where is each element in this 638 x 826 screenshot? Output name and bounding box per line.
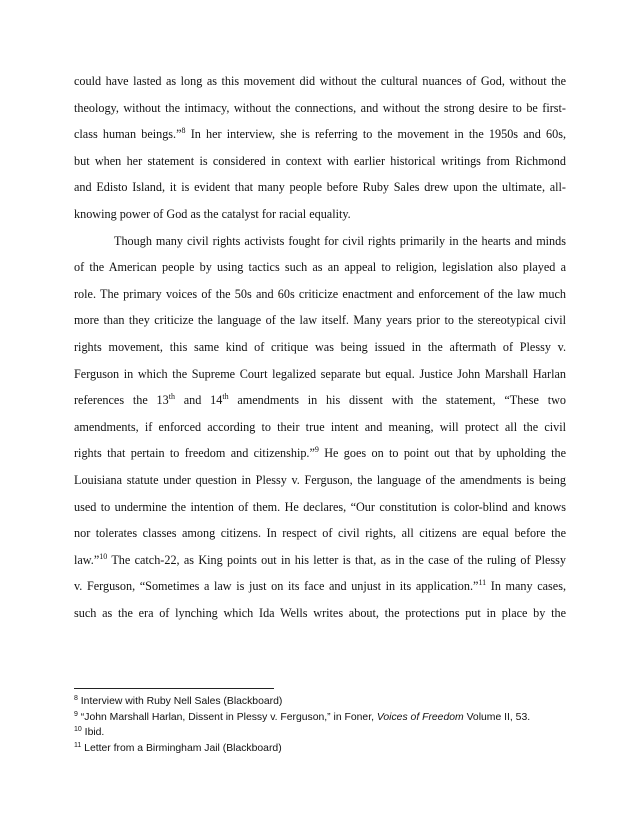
text-segment: knowing power of God as the catalyst for racial equality. (74, 206, 351, 221)
footnote (74, 710, 566, 726)
text-line (74, 440, 566, 467)
text-segment: but when her statement is considered in context with earlier historical writings from Richmond (74, 153, 566, 168)
text-line (74, 307, 566, 334)
text-line (74, 201, 566, 228)
text-line (74, 520, 566, 547)
text-segment: and 14 (174, 393, 223, 408)
text-segment: v. Ferguson, “Sometimes a law is just on its face and unjust in its application.” (74, 579, 479, 594)
text-line (74, 494, 566, 521)
footnote-number: 9 (74, 710, 78, 718)
text-segment: role. The primary voices of the 50s and 60s criticize enactment and enforcement of the law much (74, 286, 566, 301)
text-segment: law.” (74, 552, 100, 567)
text-segment: theology, without the intimacy, without the connections, and without the strong desire to be first- (74, 100, 566, 115)
text-segment: could have lasted as long as this movement did without the cultural nuances of God, without the (74, 74, 566, 88)
footnote-number: 11 (74, 741, 82, 749)
text-line (74, 467, 566, 494)
text-line (74, 174, 566, 201)
text-line (74, 254, 566, 281)
text-segment: used to undermine the intention of them. He declares, “Our constitution is color-blind and knows (74, 499, 566, 514)
footnote-text: Interview with Ruby Nell Sales (Blackboard) (77, 696, 283, 707)
footnote (74, 694, 566, 710)
text-line (74, 148, 566, 175)
footnote-text: Ibid. (81, 727, 105, 738)
text-segment: amendments in his dissent with the statement, “These two (228, 393, 566, 408)
text-line (74, 573, 566, 600)
text-line (74, 361, 566, 388)
footnote-ref[interactable]: 9 (314, 445, 319, 455)
text-line (74, 547, 566, 574)
footnotes (74, 694, 566, 756)
footnote-text: Letter from a Birmingham Jail (Blackboard) (81, 742, 282, 754)
footnote-number: 10 (74, 726, 82, 733)
text-segment: Ferguson in which the Supreme Court legalized separate but equal. Justice John Marshall Harlan (74, 366, 566, 381)
text-segment: In her interview, she is referring to the movement in the 1950s and 60s, (185, 127, 566, 142)
text-line (74, 121, 566, 148)
text-segment: Though many civil rights activists fought for civil rights primarily in the hearts and minds (114, 233, 566, 248)
text-segment: amendments, if enforced according to their true intent and meaning, will protect all the civil (74, 419, 566, 434)
text-segment: more than they criticize the language of the law itself. Many years prior to the stereotypical civil (74, 313, 566, 328)
footnote-ref[interactable]: 10 (99, 551, 108, 561)
footnote-ref[interactable]: 8 (181, 126, 186, 136)
text-segment: such as the era of lynching which Ida Wells writes about, the protections put in place by the (74, 605, 566, 620)
text-segment: rights that pertain to freedom and citizenship.” (74, 446, 315, 461)
footnote-ref[interactable]: 11 (478, 578, 487, 588)
text-line (74, 414, 566, 441)
text-segment: nor tolerates classes among citizens. In respect of civil rights, all citizens are equal before the (74, 526, 566, 541)
footnote (74, 725, 566, 741)
text-segment: In many cases, (486, 579, 566, 594)
text-segment: Louisiana statute under question in Plessy v. Ferguson, the language of the amendments is being (74, 472, 566, 487)
footnote-separator (74, 688, 274, 689)
text-segment: He goes on to point out that by upholding the (318, 446, 566, 461)
ordinal-suffix: th (168, 392, 175, 402)
text-line (74, 68, 566, 95)
body-text (74, 68, 566, 626)
text-segment: rights movement, this same kind of critique was being issued in the aftermath of Plessy v. (74, 339, 566, 354)
text-line (74, 95, 566, 122)
text-line (74, 600, 566, 627)
ordinal-suffix: th (222, 392, 229, 402)
text-segment: of the American people by using tactics such as an appeal to religion, legislation also played a (74, 260, 566, 275)
text-line (74, 387, 566, 414)
footnote-text: Volume II, 53. (463, 711, 531, 723)
footnote-book-title: Voices of Freedom (376, 711, 464, 723)
text-line (74, 334, 566, 361)
text-line (74, 281, 566, 308)
footnote (74, 741, 566, 757)
text-segment: and Edisto Island, it is evident that many people before Ruby Sales drew upon the ultimate, all- (74, 180, 566, 195)
text-segment: class human beings.” (74, 127, 182, 142)
text-line (74, 228, 566, 255)
footnote-text: “John Marshall Harlan, Dissent in Plessy v. Ferguson,” in Foner, (77, 711, 377, 723)
text-segment: references the 13 (74, 393, 169, 408)
footnote-number: 8 (74, 695, 78, 702)
text-segment: The catch-22, as King points out in his letter is that, as in the case of the ruling of Plessy (107, 552, 566, 567)
